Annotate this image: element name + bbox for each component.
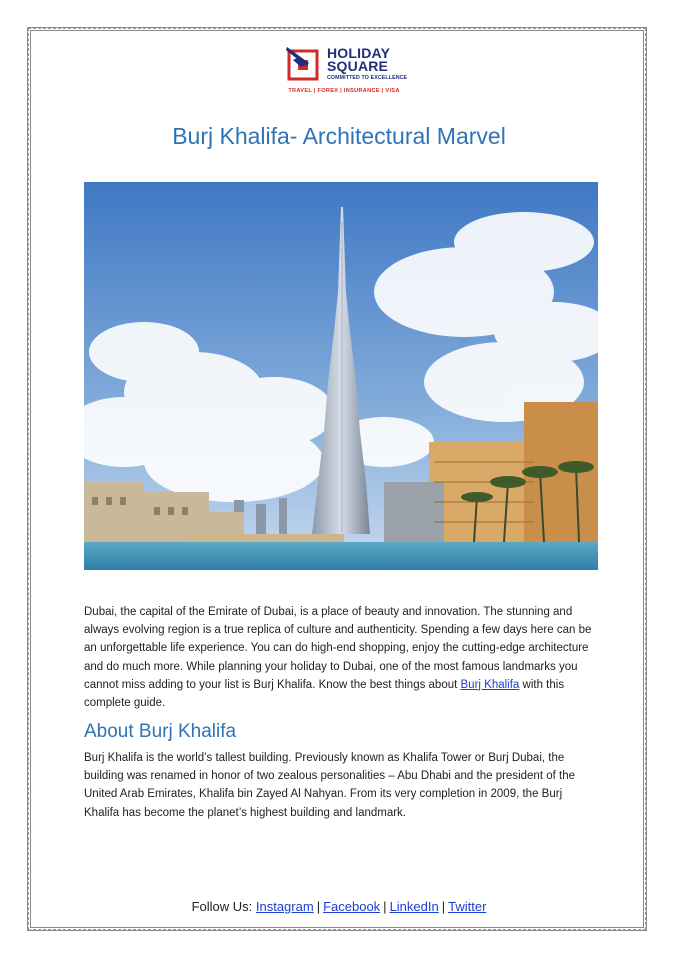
- instagram-link[interactable]: Instagram: [255, 899, 314, 914]
- footer-social: [31, 899, 647, 914]
- logo-wordmark: [327, 47, 390, 73]
- about-heading: About Burj Khalifa: [84, 721, 237, 742]
- logo-word-line2: SQUARE: [327, 58, 389, 74]
- follow-us-label: Follow Us:: [191, 899, 256, 914]
- twitter-link[interactable]: Twitter: [448, 899, 487, 914]
- intro-paragraph: [84, 603, 598, 712]
- intro-text-end: with this complete guide.: [84, 678, 565, 710]
- about-paragraph: Burj Khalifa is the world’s tallest building. Previously known as Khalifa Tower or Burj Dubai, the building was renamed in honor of two zealous personalities – Abu Dhabi and the president of the United Arab Emirates, Khalifa bin Zayed Al Nahyan. From its very completion in 2009, the Burj Khalifa has become the planet’s highest building and landmark.: [84, 752, 575, 819]
- facebook-link[interactable]: Facebook: [323, 899, 381, 914]
- document-page: [27, 27, 647, 931]
- logo-tagline: COMMITTED TO EXCELLENCE: [327, 75, 408, 81]
- page-title: Burj Khalifa- Architectural Marvel: [172, 123, 506, 149]
- logo-services: TRAVEL | FOREX | INSURANCE | VISA: [288, 88, 400, 94]
- holiday-square-logo[interactable]: [283, 43, 408, 97]
- separator: |: [316, 899, 321, 914]
- intro-text: Dubai, the capital of the Emirate of Dubai, is a place of beauty and innovation. The stunning and always evolving region is a true replica of culture and authenticity. Spending a few days here can be an unforgettable life experience. You can do high-end shopping, enjoy the cutting-edge architecture and do much more. While planning your holiday to Dubai, one of the most famous landmarks you cannot miss adding to your list is Burj Khalifa. Know the best things about: [84, 606, 592, 691]
- logo-word-line1: HOLIDAY: [327, 45, 391, 61]
- separator: |: [441, 899, 446, 914]
- burj-khalifa-photo: [84, 182, 598, 570]
- separator: |: [383, 899, 387, 914]
- logo-mark-icon: [283, 45, 323, 85]
- burj-khalifa-link[interactable]: Burj Khalifa: [460, 678, 520, 691]
- linkedin-link[interactable]: LinkedIn: [389, 899, 439, 914]
